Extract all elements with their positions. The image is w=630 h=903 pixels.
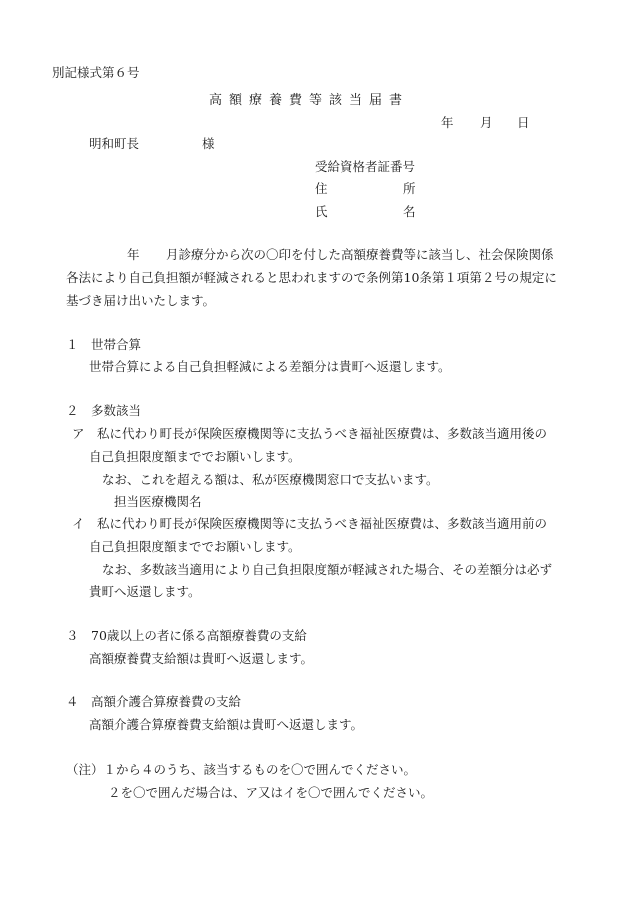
date-day-label: 日 <box>517 115 530 130</box>
addressee: 明和町長 <box>89 136 140 151</box>
section-2-i-line-1: イ 私に代わり町長が保険医療機関等に支払うべき福祉医療費は、多数該当適用前の <box>72 516 548 531</box>
document-title: 高額療養費等該当届書 <box>209 93 410 108</box>
section-2-i-line-2: 自己負担限度額まででお願いします。 <box>89 539 301 554</box>
section-4-heading: ４ 高額介護合算療養費の支給 <box>66 694 242 709</box>
intro-line-2: 各法により自己負担額が軽減されると思われますので条例第10条第１項第２号の規定に <box>66 270 557 285</box>
section-1-heading: １ 世帯合算 <box>66 337 142 352</box>
section-2-i-line-4: 貴町へ返還します。 <box>89 584 201 599</box>
section-2-i-line-3: なお、多数該当適用により自己負担限度額が軽減された場合、その差額分は必ず <box>102 562 553 577</box>
address-label-char-2: 所 <box>403 181 416 196</box>
note-line-1: （注）１から４のうち、該当するものを〇で囲んでください。 <box>66 762 417 777</box>
honorific: 様 <box>202 136 215 151</box>
section-3-heading: ３ 70歳以上の者に係る高額療養費の支給 <box>66 628 307 643</box>
name-label-char-2: 名 <box>403 204 416 219</box>
intro-year-label: 年 <box>127 247 140 262</box>
section-4-body: 高額介護合算療養費支給額は貴町へ返還します。 <box>89 717 364 732</box>
form-number: 別記様式第６号 <box>52 65 140 80</box>
section-2-a-line-3: なお、これを超える額は、私が医療機関窓口で支払います。 <box>102 472 439 487</box>
date-year-label: 年 <box>441 115 454 130</box>
section-2-heading: ２ 多数該当 <box>66 403 142 418</box>
note-line-2: ２を〇で囲んだ場合は、ア又はイを〇で囲んでください。 <box>108 785 434 800</box>
date-month-label: 月 <box>480 115 493 130</box>
intro-line-3: 基づき届け出いたします。 <box>66 293 216 308</box>
name-label-char-1: 氏 <box>315 204 328 219</box>
section-3-body: 高額療養費支給額は貴町へ返還します。 <box>89 651 314 666</box>
applicant-id-label: 受給資格者証番号 <box>315 159 416 174</box>
responsible-institution-label: 担当医療機関名 <box>114 494 202 509</box>
section-2-a-line-2: 自己負担限度額まででお願いします。 <box>89 449 301 464</box>
section-1-body: 世帯合算による自己負担軽減による差額分は貴町へ返還します。 <box>89 359 451 374</box>
address-label-char-1: 住 <box>315 181 328 196</box>
intro-line-1: 月診療分から次の〇印を付した高額療養費等に該当し、社会保険関係 <box>166 247 554 262</box>
section-2-a-line-1: ア 私に代わり町長が保険医療機関等に支払うべき福祉医療費は、多数該当適用後の <box>72 426 548 441</box>
